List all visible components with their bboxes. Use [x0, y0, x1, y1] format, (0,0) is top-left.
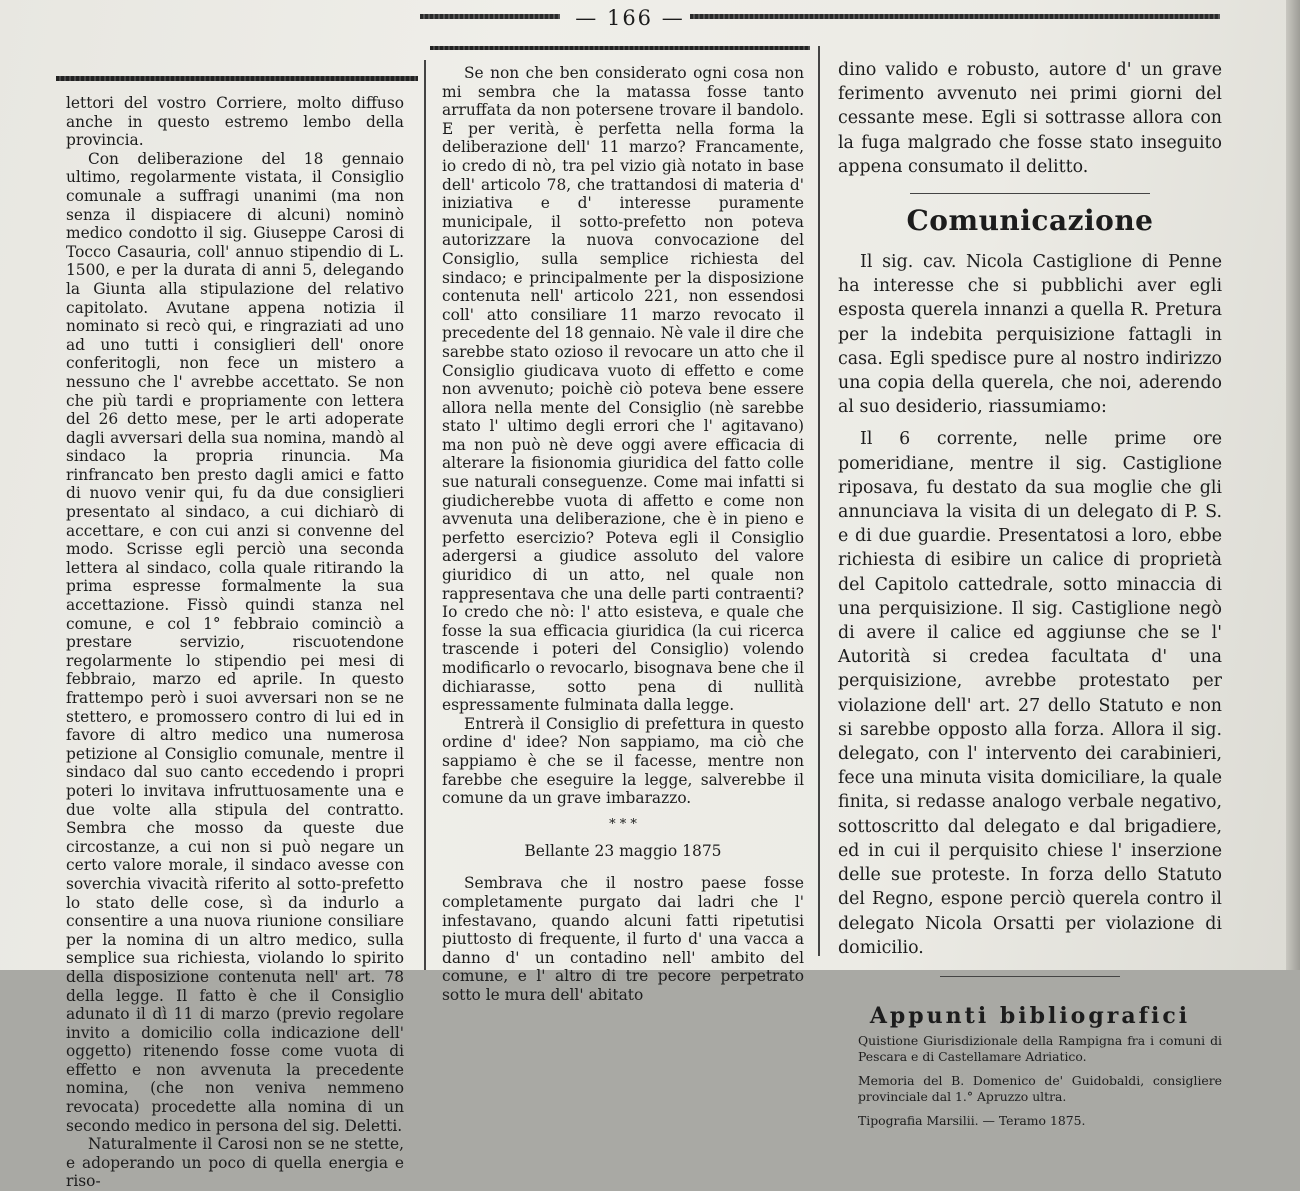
header-rule-left — [420, 14, 560, 19]
col2-para-3: Sembrava che il nostro paese fosse completamente purgato dai ladri che l' infestavano, quando alcuni fatti ripetutisi piuttosto di frequente, il furto d' una vacca a danno d' un contadino nell' ambito del comune, e l' altro di tre pecore perpetrato sotto le mura dell' abitato — [442, 874, 804, 1004]
col1-para-1: lettori del vostro Corriere, molto diffuso anche in questo estremo lembo della provincia. — [66, 94, 404, 150]
col1-para-2: Con deliberazione del 18 gennaio ultimo, regolarmente vistata, il Consiglio comunale a suffragi unanimi (ma non senza il dispiacere di alcuni) nominò medico condotto il sig. Giuseppe Carosi di Tocco Casauria, coll' annuo stipendio di L. 1500, e per la durata di anni 5, delegando la Giunta alla stipulazione del relativo capitolato. Avutane appena notizia il nominato si recò qui, e ringraziati ad uno ad uno tutti i consiglieri dell' onore conferitogli, non fece un mistero a nessuno che l' avrebbe accettato. Se non che più tardi e propriamente con lettera del 26 detto mese, per le arti adoperate dagli avversari della sua nomina, mandò al sindaco la propria rinuncia. Ma rinfrancato ben presto dagli amici e fatto di nuovo venir qui, fu da due consiglieri presentato al sindaco, a cui dichiarò di accettare, e con cui anzi si convenne del modo. Scrisse egli perciò una seconda lettera al sindaco, colla quale ritirando la prima espresse formalmente la sua accettazione. Fissò quindi stanza nel comune, e col 1° febbraio cominciò a prestare servizio, riscuotendone regolarmente lo stipendio pei mesi di febbraio, marzo ed aprile. In questo frattempo però i suoi avversari non se ne stettero, e promossero contro di lui ed in favore di altro medico una numerosa petizione al Consiglio comunale, mentre il sindaco dal suo canto eccedendo i propri poteri lo invitava infruttuosamente una e due volte alla stipula del contratto. Sembra che mosso da queste due circostanze, a cui non si può negare un certo valore morale, il sindaco avesse con soverchia vivacità riferito al sotto-prefetto lo stato delle cose, sì da indurlo a consentire a una nuova riunione consiliare per la nomina di un altro medico, sulla semplice sua richiesta, violando lo spirito della disposizione contenuta nell' art. 78 della legge. Il fatto è che il Consiglio adunato il dì 11 di marzo (previo regolare invito a domicilio colla indicazione dell' oggetto) ritenendo fosse come vuota di effetto e non avvenuta la precedente nomina, (che non veniva nemmeno revocata) procedette alla nomina di un secondo medico in persona del sig. Deletti. — [66, 149, 404, 1135]
comunicazione-para-2: Il 6 corrente, nelle prime ore pomeridiane, mentre il sig. Castiglione riposava, fu destato da sua moglie che gli annunciava la visita di un delegato di P. S. e di due guardie. Presentatosi a loro, ebbe richiesta di esibire un calice di proprietà del Capitolo cattedrale, sotto minaccia di una perquisizione. Il sig. Castiglione negò di avere il calice ed aggiunse che se l' Autorità si credea facultata d' una perquisizione, avrebbe protestato per violazione dell' art. 27 dello Statuto e non si sarebbe opposto alla forza. Allora il sig. delegato, con l' intervento dei carabinieri, fece una minuta visita domiciliare, la quale finita, si redasse analogo verbale negativo, sottoscritto dal delegato e dal brigadiere, ed in cui il perquisito chiese l' inserzione delle sue proteste. In forza dello Statuto del Regno, espone perciò querela contro il delegato Nicola Orsatti per violazione di domicilio. — [838, 429, 1222, 958]
col2-para-1: Se non che ben considerato ogni cosa non mi sembra che la matassa fosse tanto arruffata da non potersene trovare il bandolo. E per verità, è perfetta nella forma la deliberazione dell' 11 marzo? Francamente, io credo di nò, tra pel vizio già notato in base dell' articolo 78, che trattandosi di materia d' iniziativa e d' interesse puramente municipale, il sotto-prefetto non poteva autorizzare la nuova convocazione del Consiglio, sulla semplice richiesta del sindaco; e principalmente per la disposizione contenuta nell' articolo 221, non essendosi coll' atto consiliare 11 marzo revocato il precedente del 18 gennaio. Nè vale il dire che sarebbe stato ozioso il revocare un atto che il Consiglio giudicava vuoto di effetto e come non avvenuto; poichè ciò poteva bene essere allora nella mente del Consiglio (nè sarebbe stato l' ultimo degli errori che l' agitavano) ma non può nè deve oggi avere efficacia di alterare la fisionomia giuridica del fatto colle sue naturali conseguenze. Come mai infatti si giudicherebbe vuota di affetto e come non avvenuta una deliberazione, che è in pieno e perfetto esercizio? Poteva egli il Consiglio adergersi a giudice assoluto del valore giuridico di un atto, nel quale non rappresentava che una delle parti contraenti? Io credo che nò: l' atto esisteva, e quale che fosse la sua efficacia giuridica (la cui ricerca trascende i poteri del Consiglio) volendo modificarlo o revocarlo, bisognava bene che il dichiarasse, sotto pena di nullità espressamente fulminata dalla legge. — [442, 64, 804, 715]
section-separator — [910, 193, 1150, 194]
col1-para-3: Naturalmente il Carosi non se ne stette, e adoperando un poco di quella energia e riso- — [66, 1135, 404, 1191]
column-2 — [442, 64, 804, 1004]
col2-para-2: Entrerà il Consiglio di prefettura in questo ordine d' idee? Non sappiamo, ma ciò che sappiamo è che se il facesse, mentre non farebbe che eseguire la legge, salverebbe il comune da un grave imbarazzo. — [442, 714, 804, 808]
column-divider-2 — [818, 46, 820, 956]
appunti-title: Appunti bibliografici — [869, 1002, 1191, 1029]
comunicazione-para-1: Il sig. cav. Nicola Castiglione di Penne ha interesse che si pubblichi aver egli esposta querela innanzi a quella R. Pretura per la indebita perquisizione fattagli in casa. Egli spedisce pure al nostro indirizzo una copia della querela, che noi, aderendo al suo desiderio, riassumiamo: — [838, 252, 1222, 418]
column-divider-1 — [424, 60, 426, 970]
page-number: — 166 — — [575, 6, 685, 30]
appunti-entry-1: Quistione Giurisdizionale della Rampigna fra i comuni di Pescara e di Castellamare Adriatico. — [858, 1032, 1222, 1064]
section-stars: * * * — [609, 816, 637, 832]
appunti-entry-3: Tipografia Marsilii. — Teramo 1875. — [858, 1112, 1086, 1128]
column-3 — [838, 58, 1222, 1128]
column-1 — [66, 94, 404, 1191]
col3-para-top: dino valido e robusto, autore d' un grave ferimento avvenuto nei primi giorni del cessante mese. Egli si sottrasse allora con la fuga malgrado che fosse stato inseguito appena consumato il delitto. — [838, 60, 1222, 177]
header-rule-right — [690, 14, 1220, 19]
appunti-entry-2: Memoria del B. Domenico de' Guidobaldi, consigliere provinciale dal 1.° Apruzzo ultra. — [858, 1072, 1222, 1104]
dateline: Bellante 23 maggio 1875 — [524, 841, 722, 860]
page-edge-shadow — [1286, 0, 1300, 970]
column-rule-middle — [430, 46, 810, 50]
comunicazione-title: Comunicazione — [906, 204, 1154, 238]
column-rule-left — [56, 76, 418, 81]
bibliography-separator — [940, 976, 1120, 977]
